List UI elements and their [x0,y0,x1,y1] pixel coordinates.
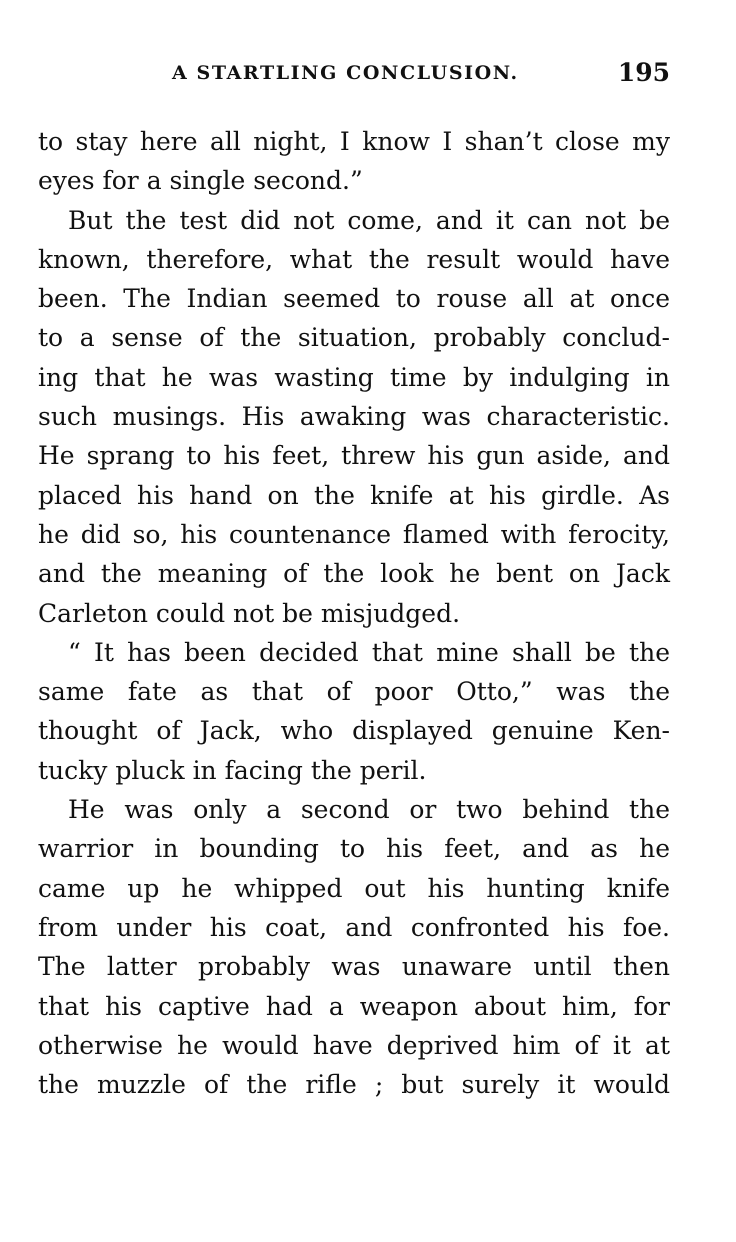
page-number: 195 [617,58,670,87]
text-line: placed his hand on the knife at his girdle. As [38,480,670,510]
text-line: He sprang to his feet, threw his gun aside, and [38,441,670,471]
running-head-title: A STARTLING CONCLUSION. [172,62,519,84]
text-line: from under his coat, and confronted his foe. [38,912,670,942]
text-line: to stay here all night, I know I shan’t close my [38,127,670,156]
paragraph-start-line: “ It has been decided that mine shall be the [68,637,670,667]
text-line: warrior in bounding to his feet, and as he [38,834,670,864]
text-line: known, therefore, what the result would have [38,244,670,274]
text-line: the muzzle of the rifle ; but surely it would [38,1070,670,1100]
text-line: tucky pluck in facing the peril. [38,755,427,785]
text-line: eyes for a single second.” [38,166,363,196]
paragraph-start-line: But the test did not come, and it can not be [68,205,670,235]
text-line: been. The Indian seemed to rouse all at once [38,284,670,314]
text-line: came up he whipped out his hunting knife [38,873,670,903]
text-line: Carleton could not be misjudged. [38,598,461,628]
text-line: The latter probably was unaware until then [38,952,670,982]
text-line: ing that he was wasting time by indulging in [38,362,670,392]
body-text [38,122,670,1104]
text-line: to a sense of the situation, probably conclud- [38,323,670,353]
page-header [38,58,672,92]
text-line: that his captive had a weapon about him, for [38,991,670,1021]
text-line: otherwise he would have deprived him of it at [38,1030,670,1060]
text-line: thought of Jack, who displayed genuine Ken- [38,716,670,746]
text-line: same fate as that of poor Otto,” was the [38,677,670,707]
text-line: such musings. His awaking was characteristic. [38,402,670,432]
text-line: and the meaning of the look he bent on Jack [38,559,670,589]
paragraph-start-line: He was only a second or two behind the [68,795,670,825]
text-line: he did so, his countenance flamed with ferocity, [38,519,670,549]
